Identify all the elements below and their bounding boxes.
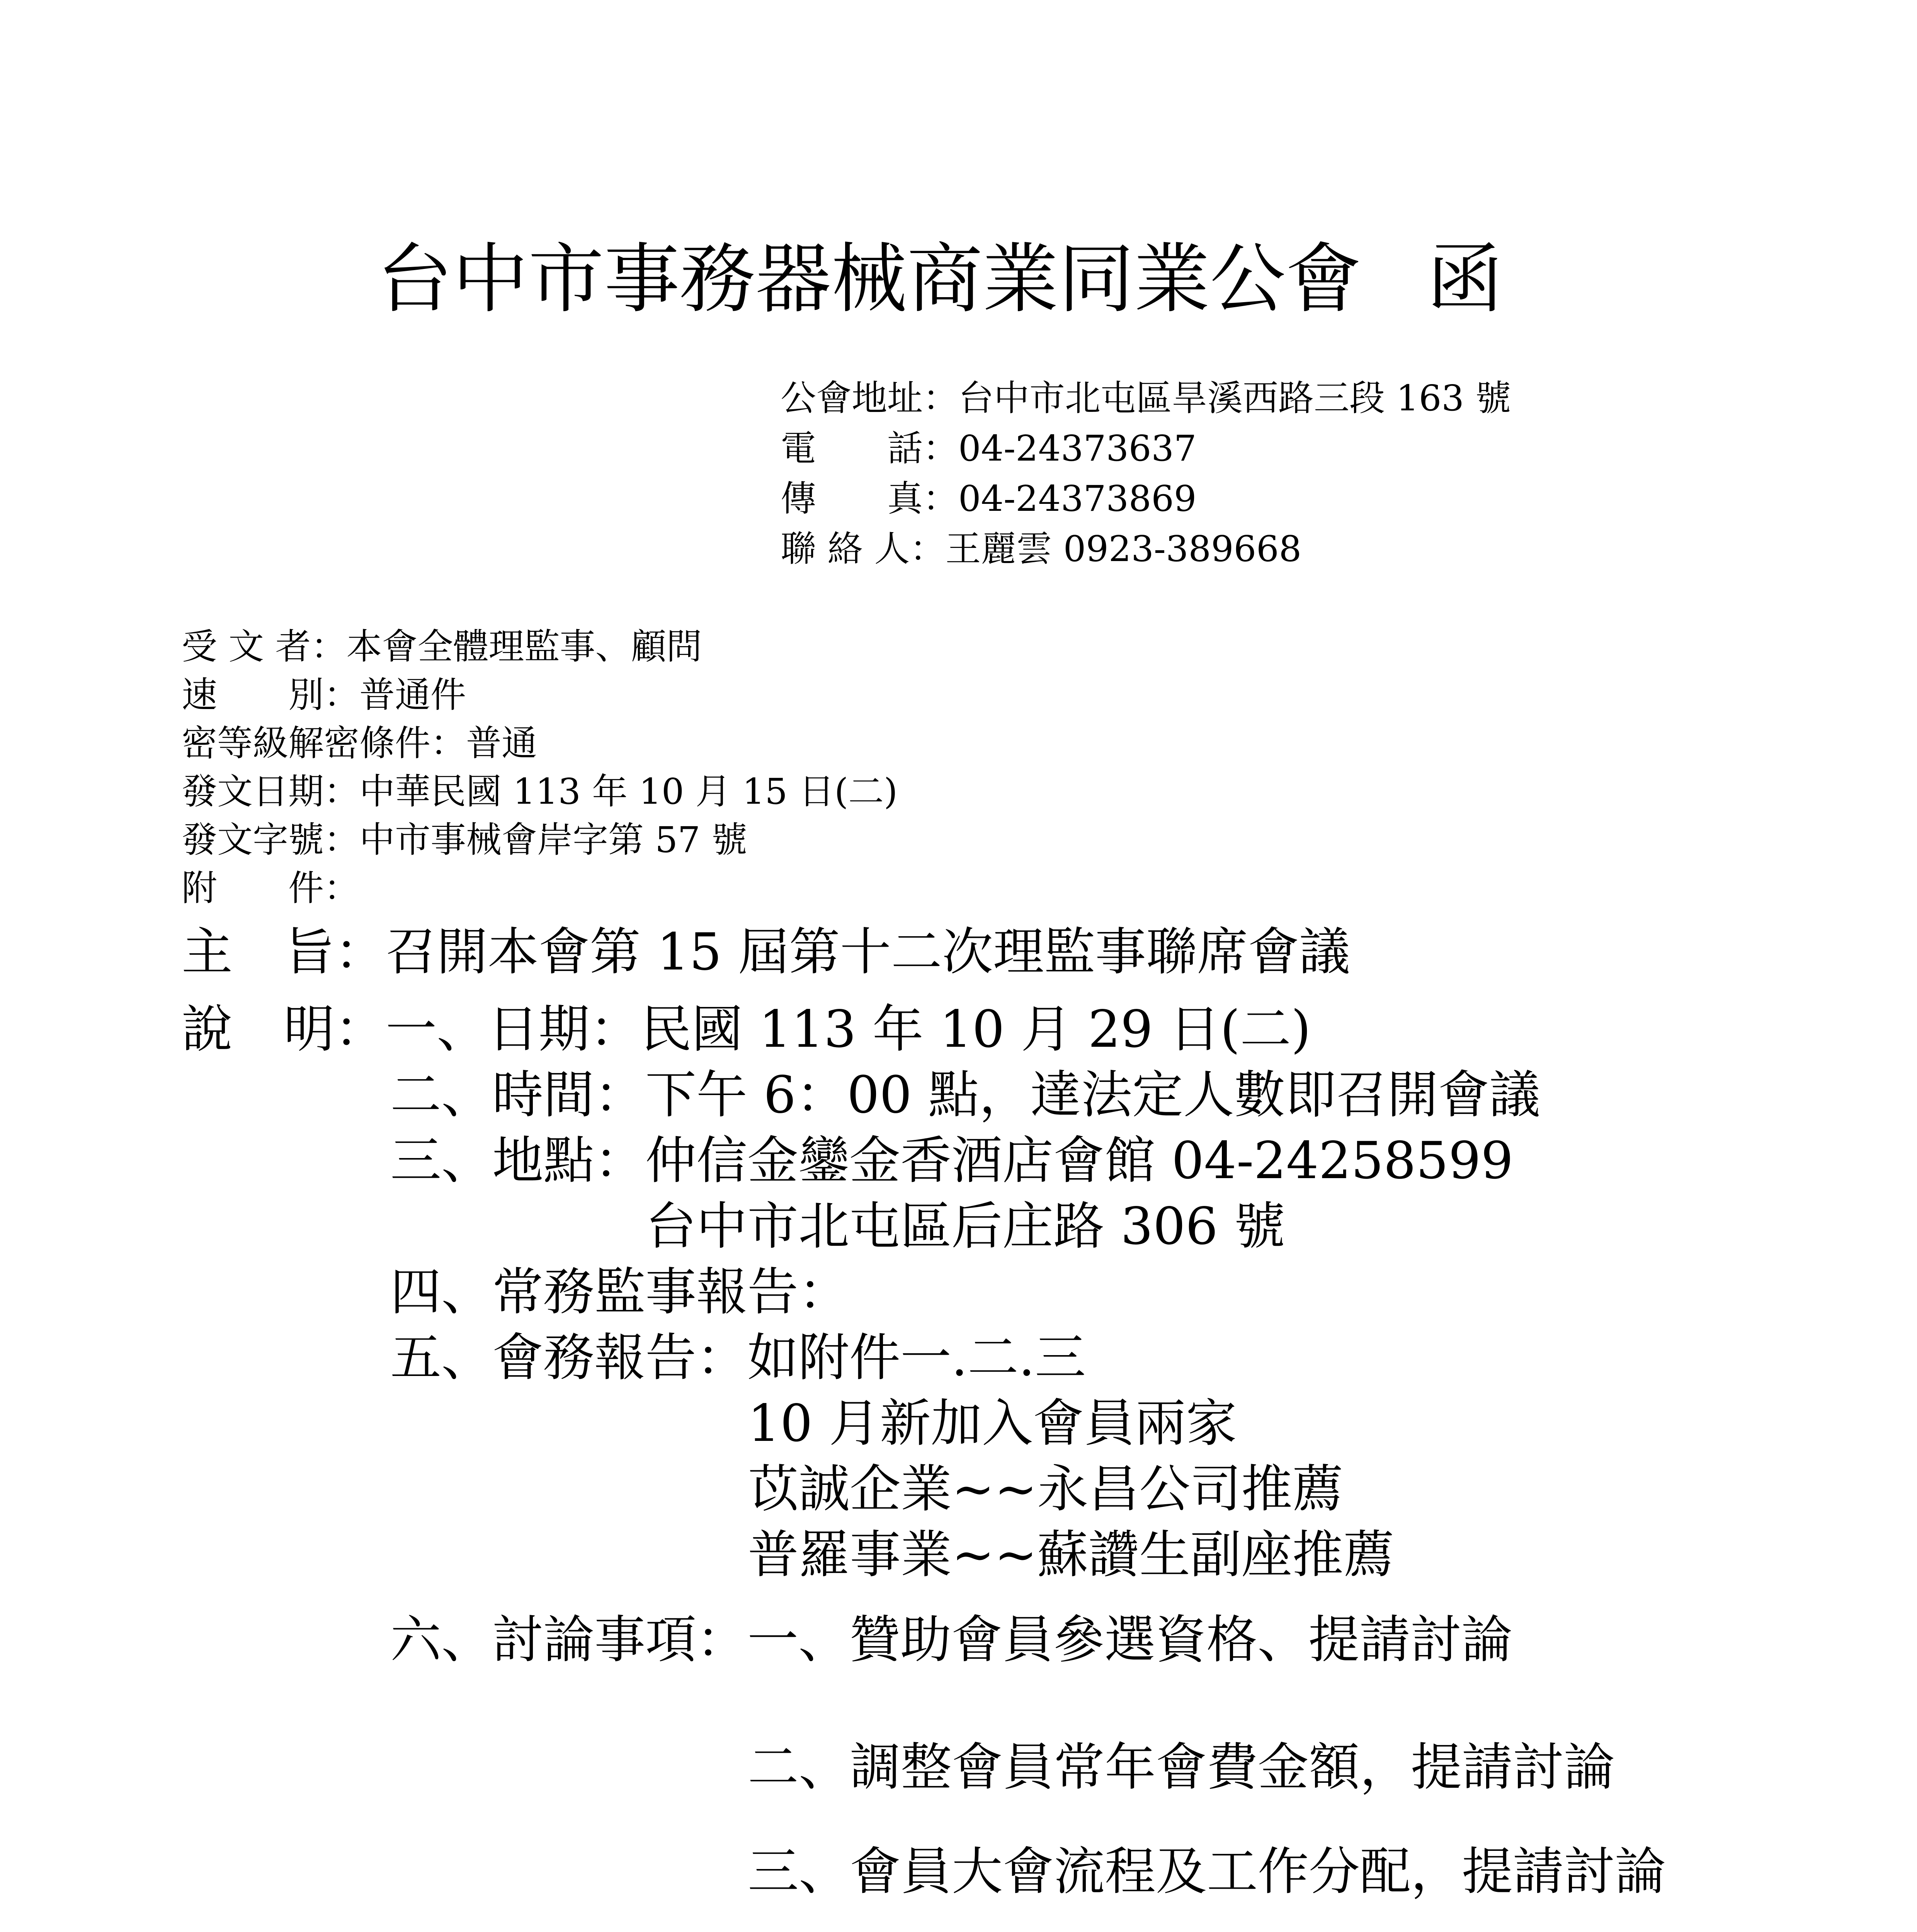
meta-speed: 速 別：普通件 bbox=[182, 674, 466, 716]
explanation-item: 一、日期：民國 113 年 10 月 29 日(二) bbox=[386, 1000, 1311, 1059]
doc-type: 函 bbox=[1427, 235, 1503, 323]
explanation-item: 三、會員大會流程及工作分配，提請討論 bbox=[748, 1842, 1666, 1901]
meta-date: 發文日期：中華民國 113 年 10 月 15 日(二) bbox=[182, 771, 898, 812]
explanation-label-row: 說 明：一、日期：民國 113 年 10 月 29 日(二) bbox=[182, 1000, 1311, 1059]
explanation-item: 普羅事業~~蘇讚生副座推薦 bbox=[748, 1525, 1395, 1585]
explanation-item: 苡誠企業~~永昌公司推薦 bbox=[748, 1459, 1344, 1519]
subject: 主 旨：召開本會第 15 屆第十二次理監事聯席會議 bbox=[182, 922, 1350, 982]
explanation-item: 台中市北屯區后庄路 306 號 bbox=[645, 1197, 1285, 1256]
explanation-item: 二、調整會員常年會費金額，提請討論 bbox=[748, 1738, 1615, 1797]
meta-attachment: 附 件： bbox=[182, 867, 360, 909]
explanation-item: 10 月新加入會員兩家 bbox=[748, 1394, 1237, 1453]
contact-person: 聯 絡 人：王麗雲 0923-389668 bbox=[781, 528, 1302, 570]
org-name: 台中市事務器械商業同業公會 bbox=[377, 235, 1362, 323]
explanation-item: 三、地點：仲信金鑾金香酒店會館 04-24258599 bbox=[390, 1131, 1514, 1190]
meta-recipient: 受 文 者：本會全體理監事、顧問 bbox=[182, 626, 702, 667]
explanation-item: 六、討論事項：一、贊助會員參選資格、提請討論 bbox=[390, 1610, 1512, 1670]
document-title bbox=[377, 235, 1503, 323]
meta-classification: 密等級解密條件：普通 bbox=[182, 723, 538, 764]
contact-fax: 傳 真：04-24373869 bbox=[781, 478, 1197, 519]
explanation-item: 五、會務報告：如附件一.二.三 bbox=[390, 1328, 1086, 1388]
subject-value: 召開本會第 15 屆第十二次理監事聯席會議 bbox=[386, 922, 1350, 982]
contact-phone: 電 話：04-24373637 bbox=[781, 428, 1197, 469]
meta-doc-number: 發文字號：中市事械會岸字第 57 號 bbox=[182, 819, 747, 861]
subject-label: 主 旨 bbox=[182, 922, 335, 982]
explanation-label: 說 明 bbox=[182, 1000, 335, 1059]
contact-address: 公會地址：台中市北屯區旱溪西路三段 163 號 bbox=[781, 378, 1511, 419]
explanation-item: 四、常務監事報告： bbox=[390, 1262, 849, 1322]
explanation-item: 二、時間：下午 6：00 點，達法定人數即召開會議 bbox=[390, 1065, 1540, 1125]
